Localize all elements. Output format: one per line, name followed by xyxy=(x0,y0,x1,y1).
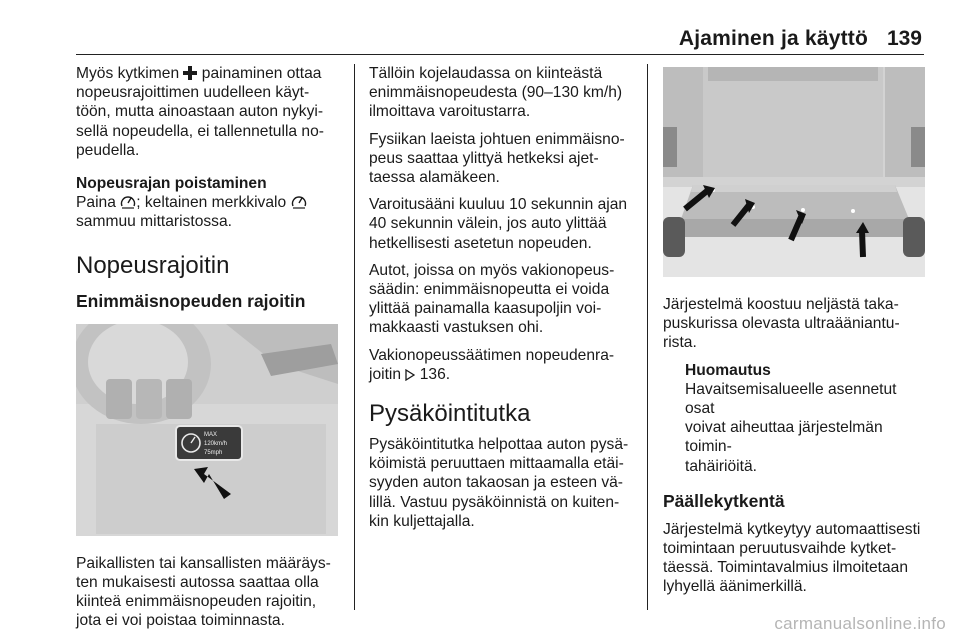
text-line: ilmoittava varoitustarra. xyxy=(369,103,531,121)
figure-label-line: 75mph xyxy=(204,449,223,456)
text-line: Tällöin kojelaudassa on kiinteästä xyxy=(369,65,603,82)
column-2 xyxy=(369,64,641,539)
intro-line: sellä nopeudella, ei tallennetulla no- xyxy=(76,122,324,140)
text-line: rista. xyxy=(663,334,697,352)
text-line: enimmäisnopeudesta (90–130 km/h) xyxy=(369,84,623,102)
text-line: voivat aiheuttaa järjestelmän toimin- xyxy=(685,419,883,456)
page-header xyxy=(0,0,960,52)
speed-limit-label-figure xyxy=(76,324,338,536)
subsection-title-activation: Päällekytkentä xyxy=(663,490,785,511)
figure-label-line: 120km/h xyxy=(204,440,228,447)
paragraph xyxy=(369,195,641,253)
text-line: puskurissa olevasta ultraääniantu- xyxy=(663,315,900,333)
subsection-title-max-speed: Enimmäisnopeuden rajoitin xyxy=(76,290,306,311)
text-line: Järjestelmä koostuu neljästä taka- xyxy=(663,296,899,313)
rear-bumper-sensors-figure xyxy=(663,67,925,277)
removal-text-a: Paina xyxy=(76,194,121,212)
text-line: Autot, joissa on myös vakionopeus- xyxy=(369,261,615,279)
speed-limiter-icon xyxy=(120,194,136,209)
intro-line: peudella. xyxy=(76,141,140,159)
text-line: täessä. Toimintavalmius ilmoitetaan xyxy=(663,559,908,577)
text-line: säädin: enimmäisnopeutta ei voida xyxy=(369,281,610,299)
text-line: syyden auton takaosan ja esteen vä- xyxy=(369,474,623,492)
chapter-title: Ajaminen ja käyttö xyxy=(678,27,868,50)
figure-label-line: MAX xyxy=(204,431,218,438)
paragraph xyxy=(663,520,929,597)
text-line: Järjestelmä kytkeytyy automaattisesti xyxy=(663,520,921,538)
text-line: Varoitusääni kuuluu 10 sekunnin ajan xyxy=(369,196,628,214)
paragraph xyxy=(369,64,641,122)
text-line: Vakionopeussäätimen nopeudenra- xyxy=(369,346,615,364)
text-line: toimintaan peruutusvaihde kytket- xyxy=(663,540,897,558)
note-box xyxy=(663,361,929,476)
text-line: ylittää painamalla kaasupoljin voi- xyxy=(369,300,602,318)
text-line: köimistä peruuttaen mittaamalla etäi- xyxy=(369,455,624,473)
column-divider-2 xyxy=(647,64,648,610)
intro-line: nopeusrajoittimen uudelleen käyt- xyxy=(76,84,310,102)
header-rule xyxy=(76,54,924,55)
text-line: tahäiriöitä. xyxy=(685,457,757,475)
text-line: jota ei voi poistaa toiminnasta. xyxy=(76,612,285,630)
page-reference[interactable]: 136. xyxy=(415,365,451,383)
watermark: carmanualsonline.info xyxy=(774,614,946,633)
text-line: Fysiikan laeista johtuen enimmäisno- xyxy=(369,130,625,148)
text-line: Pysäköintitutka helpottaa auton pysä- xyxy=(369,436,629,454)
section-title-parking-radar: Pysäköintitutka xyxy=(369,400,531,428)
note-title: Huomautus xyxy=(685,361,771,379)
paragraph xyxy=(369,261,641,338)
arrow-reference-icon[interactable] xyxy=(405,369,415,381)
paragraph xyxy=(663,295,929,353)
column-3 xyxy=(663,67,929,605)
text-line: hetkellisesti asetetun nopeuden. xyxy=(369,234,592,252)
text-line: kin kuljettajalla. xyxy=(369,512,475,530)
speed-limiter-indicator-icon xyxy=(291,194,307,209)
plus-icon xyxy=(183,66,197,80)
removal-text-c: sammuu mittaristossa. xyxy=(76,213,232,231)
text-line: joitin xyxy=(369,365,406,383)
column-1 xyxy=(76,64,346,638)
fixed-limiter-paragraph xyxy=(76,554,346,631)
intro-text-a: Myös kytkimen xyxy=(76,65,184,82)
text-line: ten mukaisesti autossa saattaa olla xyxy=(76,573,319,591)
paragraph xyxy=(369,130,641,188)
text-line: Havaitsemisalueelle asennetut osat xyxy=(685,380,897,418)
text-line: peus saattaa ylittyä hetkeksi ajet- xyxy=(369,149,599,167)
removal-paragraph xyxy=(76,174,346,232)
paragraph xyxy=(369,435,641,531)
intro-text-b: painaminen ottaa xyxy=(197,65,322,82)
text-line: lyhyellä äänimerkillä. xyxy=(663,578,807,596)
removal-text-b: ; keltainen merkkivalo xyxy=(136,194,291,212)
text-line: taessa alamäkeen. xyxy=(369,169,500,187)
section-title-speed-limiter: Nopeusrajoitin xyxy=(76,251,230,279)
column-divider-1 xyxy=(354,64,355,610)
text-line: kiinteä enimmäisnopeuden rajoitin, xyxy=(76,593,317,611)
text-line: 40 sekunnin välein, jos auto ylittää xyxy=(369,215,607,233)
intro-line: töön, mutta ainoastaan auton nykyi- xyxy=(76,103,324,121)
intro-paragraph xyxy=(76,64,346,160)
text-line: lillä. Vastuu pysäköinnistä on kuiten- xyxy=(369,493,620,511)
page-number: 139 xyxy=(886,27,922,50)
text-line: Paikallisten tai kansallisten määräys- xyxy=(76,554,331,572)
removal-heading: Nopeusrajan poistaminen xyxy=(76,175,267,193)
text-line: makkaasti vastuksen ohi. xyxy=(369,319,544,337)
cross-reference-paragraph xyxy=(369,346,641,384)
